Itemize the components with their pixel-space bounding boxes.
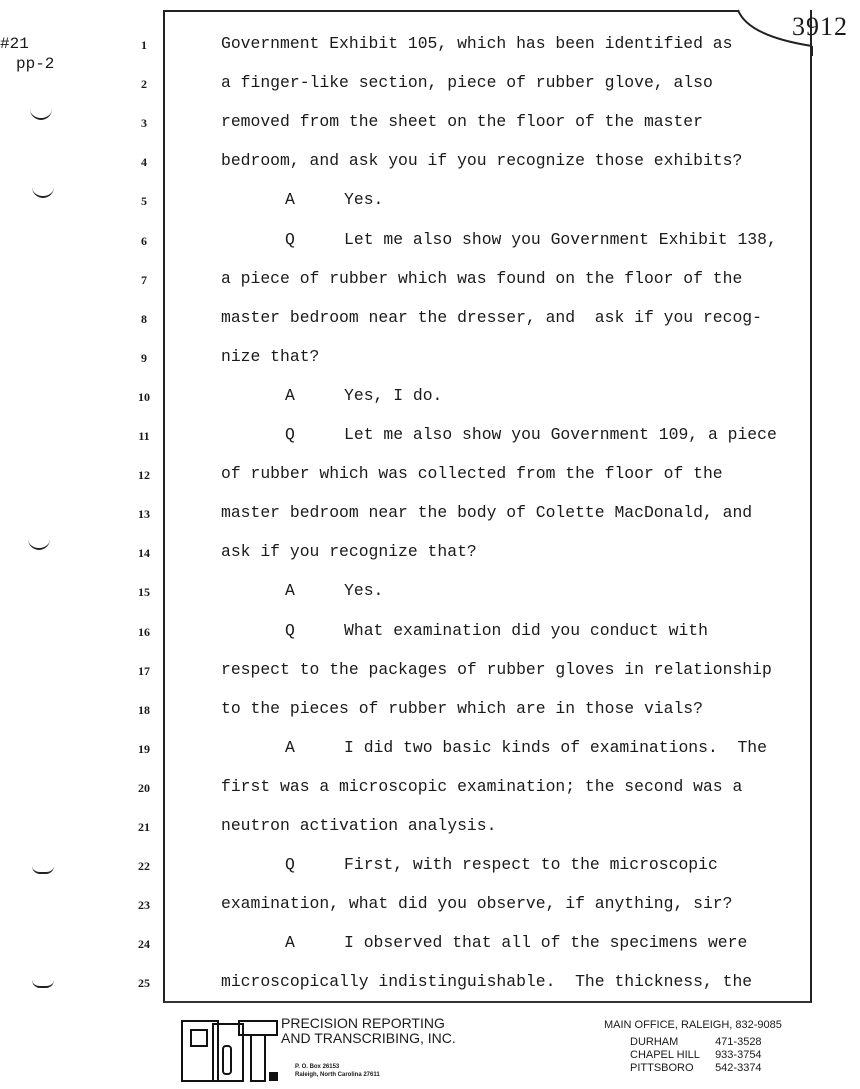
office-row [630, 1035, 762, 1049]
company-name-line-1: PRECISION REPORTING [281, 1015, 445, 1031]
line-number: 19 [138, 741, 150, 756]
line-number: 22 [138, 859, 150, 874]
transcript-line: master bedroom near the dresser, and ask if you recog- [221, 307, 762, 327]
transcript-line: examination, what did you observe, if anything, sir? [221, 894, 733, 914]
line-number: 14 [138, 546, 150, 561]
line-number: 5 [141, 194, 147, 209]
transcript-line: to the pieces of rubber which are in those vials? [221, 698, 703, 718]
address-line-1: P. O. Box 26153 [295, 1064, 340, 1070]
margin-note-page-range: pp-2 [16, 55, 55, 73]
transcript-line: a finger-like section, piece of rubber glove, also [221, 73, 713, 93]
transcript-line: removed from the sheet on the floor of the master [221, 112, 703, 132]
transcript-line: a piece of rubber which was found on the floor of the [221, 268, 743, 288]
transcript-frame-top-border [163, 10, 738, 12]
transcript-line: A I observed that all of the specimens were [285, 933, 748, 953]
line-number: 10 [138, 389, 150, 404]
transcript-line: neutron activation analysis. [221, 816, 497, 835]
transcript-line: ask if you recognize that? [221, 542, 477, 562]
transcript-line: of rubber which was collected from the floor of the [221, 464, 723, 484]
transcript-line: Q What examination did you conduct with [285, 620, 708, 640]
line-number: 11 [138, 429, 150, 443]
line-number: 8 [141, 311, 147, 326]
transcript-line: respect to the packages of rubber gloves in relationship [221, 659, 772, 679]
office-city: DURHAM [630, 1036, 679, 1048]
margin-tick-mark [32, 866, 54, 874]
line-number: 16 [138, 624, 150, 639]
company-name-line-2: AND TRANSCRIBING, INC. [281, 1030, 456, 1046]
line-number: 4 [141, 155, 147, 170]
pt-logo-icon [181, 1020, 281, 1084]
transcript-line: Government Exhibit 105, which has been identified as [221, 34, 733, 53]
transcript-line: first was a microscopic examination; the second was a [221, 776, 743, 796]
transcript-line: A I did two basic kinds of examinations. The [285, 737, 767, 757]
transcript-line: master bedroom near the body of Colette MacDonald, and [221, 503, 753, 523]
company-name [281, 1016, 456, 1046]
line-number: 3 [141, 116, 147, 131]
office-city: PITTSBORO [630, 1062, 694, 1074]
margin-note-tape-number: #21 [0, 35, 29, 53]
line-number: 20 [138, 780, 150, 795]
transcript-line: A Yes. [285, 581, 384, 601]
line-number: 24 [138, 937, 150, 952]
line-number: 15 [138, 585, 150, 600]
line-number: 18 [138, 702, 150, 717]
line-number: 7 [141, 272, 147, 287]
office-phone: 542-3374 [715, 1062, 762, 1074]
line-number: 9 [141, 350, 147, 365]
line-number: 1 [141, 38, 147, 52]
transcript-line: A Yes, I do. [285, 385, 443, 405]
line-number: 13 [138, 507, 150, 522]
office-phone: 471-3528 [715, 1036, 762, 1048]
line-number: 17 [138, 663, 150, 678]
office-city: CHAPEL HILL [630, 1049, 700, 1061]
line-number: 23 [138, 898, 150, 913]
company-address [295, 1063, 380, 1079]
office-phone: 933-3754 [715, 1049, 762, 1061]
main-office: MAIN OFFICE, RALEIGH, 832-9085 [604, 1019, 782, 1031]
transcript-line: A Yes. [285, 190, 384, 210]
line-number: 25 [138, 976, 150, 991]
transcript-line: nize that? [221, 346, 320, 366]
office-row [630, 1061, 762, 1075]
transcript-line: microscopically indistinguishable. The thickness, the [221, 972, 753, 992]
line-number: 6 [141, 233, 147, 248]
transcript-line: Q First, with respect to the microscopic [285, 855, 718, 875]
transcript-line: Q Let me also show you Government Exhibit 138, [285, 229, 777, 249]
line-number: 2 [141, 77, 147, 92]
line-number: 12 [138, 468, 150, 483]
office-directory [604, 1018, 782, 1074]
margin-tick-mark [30, 108, 52, 120]
address-line-2: Raleigh, North Carolina 27611 [295, 1072, 380, 1078]
transcript-line: bedroom, and ask you if you recognize those exhibits? [221, 151, 743, 171]
office-row [630, 1048, 762, 1062]
margin-tick-mark [28, 538, 50, 550]
margin-tick-mark [32, 186, 54, 198]
line-number: 21 [138, 820, 150, 834]
page-number: 3912 [792, 12, 848, 41]
margin-tick-mark [32, 980, 54, 988]
transcript-line: Q Let me also show you Government 109, a piece [285, 425, 777, 444]
